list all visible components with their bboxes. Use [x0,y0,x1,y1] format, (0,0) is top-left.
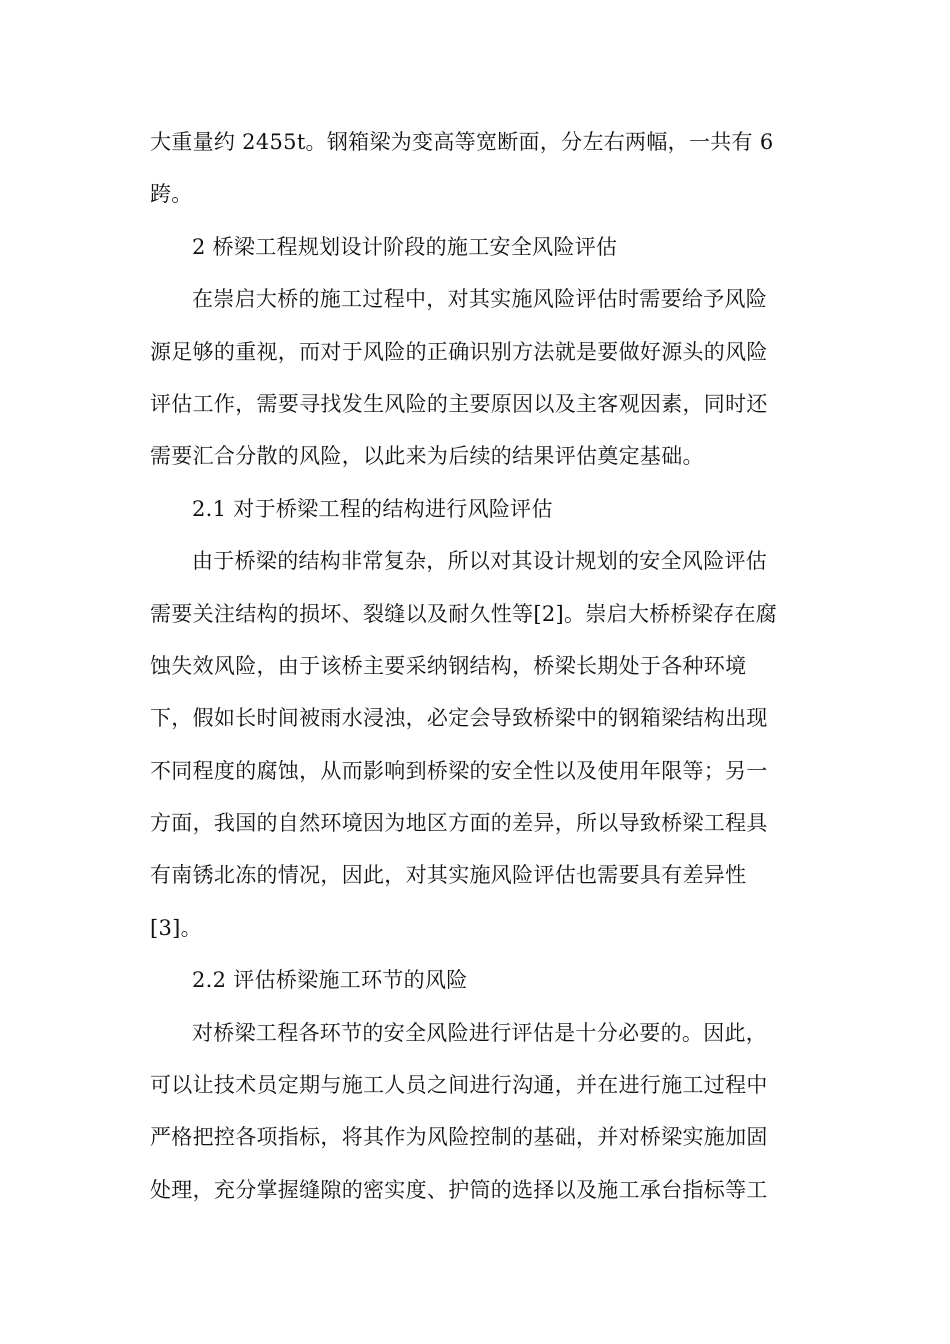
text-line: 对桥梁工程各环节的安全风险进行评估是十分必要的。因此， [192,1020,768,1045]
subsection-heading: 2.1 对于桥梁工程的结构进行风险评估 [192,496,553,521]
text-line: 由于桥梁的结构非常复杂，所以对其设计规划的安全风险评估 [192,549,768,574]
text-line: 可以让技术员定期与施工人员之间进行沟通，并在进行施工过程中 [150,1073,768,1098]
text-line: 大重量约 2455t。钢箱梁为变高等宽断面，分左右两幅，一共有 6 [150,130,774,154]
text-line: 源足够的重视，而对于风险的正确识别方法就是要做好源头的风险 [150,339,768,364]
text-line: 下，假如长时间被雨水浸浊，必定会导致桥梁中的钢箱梁结构出现 [150,706,768,731]
text-line: 严格把控各项指标，将其作为风险控制的基础，并对桥梁实施加固 [150,1125,768,1150]
text-line: 处理，充分掌握缝隙的密实度、护筒的选择以及施工承台指标等工 [150,1177,768,1202]
section-heading: 2 桥梁工程规划设计阶段的施工安全风险评估 [192,234,618,259]
subsection-heading: 2.2 评估桥梁施工环节的风险 [192,968,468,993]
text-line: 有南锈北冻的情况，因此，对其实施风险评估也需要具有差异性 [150,863,747,888]
text-line: 需要汇合分散的风险，以此来为后续的结果评估奠定基础。 [150,444,704,469]
text-line: 评估工作，需要寻找发生风险的主要原因以及主客观因素，同时还 [150,391,768,416]
text-line: 跨。 [150,182,193,207]
text-line: 蚀失效风险，由于该桥主要采纳钢结构，桥梁长期处于各种环境 [150,653,747,678]
text-line: 需要关注结构的损坏、裂缝以及耐久性等[2]。崇启大桥桥梁存在腐 [150,601,778,626]
body-text [150,116,800,1216]
text-line: [3]。 [150,915,202,940]
text-line: 在崇启大桥的施工过程中，对其实施风险评估时需要给予风险 [192,287,768,312]
text-line: 方面，我国的自然环境因为地区方面的差异，所以导致桥梁工程具 [150,811,768,836]
text-line: 不同程度的腐蚀，从而影响到桥梁的安全性以及使用年限等；另一 [150,758,768,783]
